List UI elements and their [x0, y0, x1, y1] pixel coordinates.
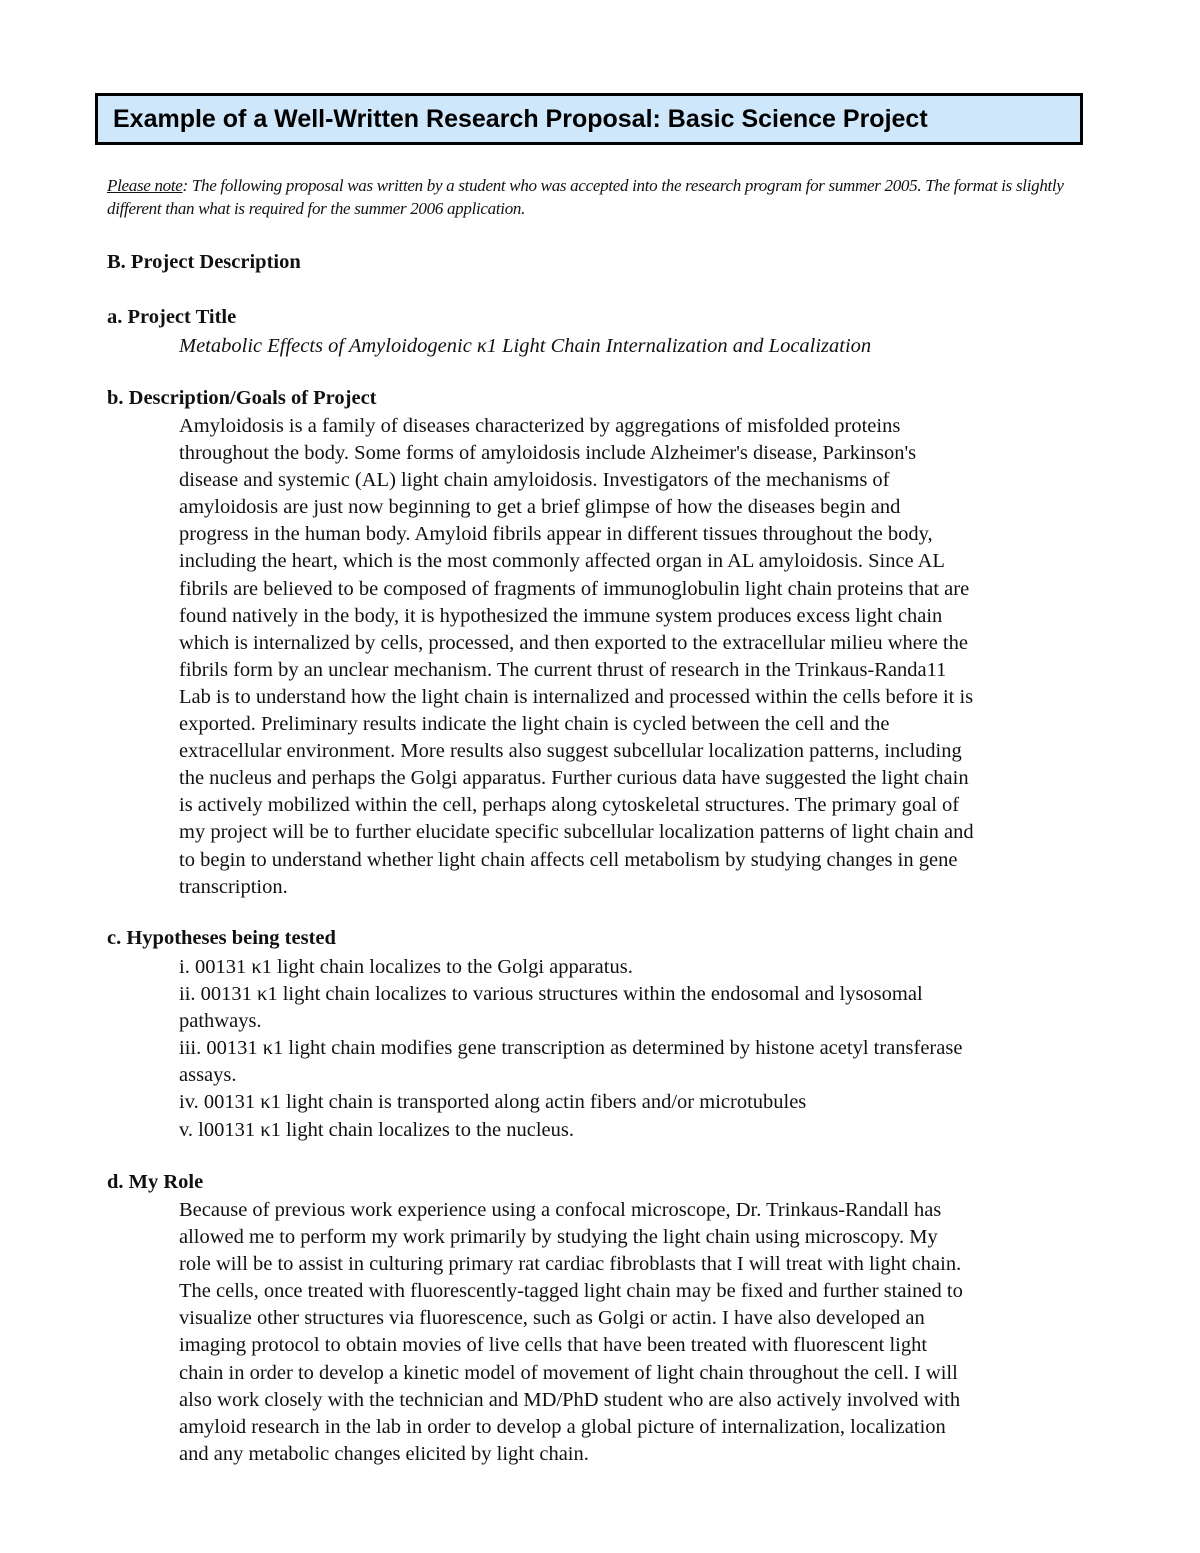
text-line: Amyloidosis is a family of diseases characterized by aggregations of misfolded proteins	[179, 415, 901, 437]
text-line: found natively in the body, it is hypothesized the immune system produces excess light chain	[179, 604, 943, 627]
text-line: disease and systemic (AL) light chain amyloidosis. Investigators of the mechanisms of	[179, 469, 890, 492]
text-line: v. l00131 κ1 light chain localizes to the nucleus.	[179, 1118, 574, 1141]
text-line: including the heart, which is the most commonly affected organ in AL amyloidosis. Since AL	[179, 550, 945, 573]
hypotheses-heading: c. Hypotheses being tested	[107, 927, 336, 949]
project-title-text: Metabolic Effects of Amyloidogenic κ1 Light Chain Internalization and Localization	[179, 335, 872, 357]
text-line: exported. Preliminary results indicate the light chain is cycled between the cell and the	[179, 713, 890, 736]
note-text: : The following proposal was written by a student who was accepted into the research program for summer 2005. The format is slightly different than what is required for the summer 2006 application.	[107, 176, 1064, 218]
project-title-heading: a. Project Title	[107, 306, 237, 328]
text-line: fibrils form by an unclear mechanism. The current thrust of research in the Trinkaus-Randa11	[179, 658, 947, 681]
text-line: to begin to understand whether light chain affects cell metabolism by studying changes in gene	[179, 848, 958, 871]
document-title: Example of a Well-Written Research Proposal: Basic Science Project	[113, 105, 928, 133]
note-paragraph	[107, 174, 1067, 220]
text-line: my project will be to further elucidate specific subcellular localization patterns of light chain and	[179, 821, 974, 844]
role-body	[179, 1197, 1104, 1468]
description-body	[179, 413, 1104, 901]
text-line: extracellular environment. More results also suggest subcellular localization patterns, including	[179, 740, 962, 763]
text-line: pathways.	[179, 1010, 262, 1033]
text-line: and any metabolic changes elicited by light chain.	[179, 1442, 589, 1465]
text-line: imaging protocol to obtain movies of live cells that have been treated with fluorescent light	[179, 1334, 928, 1357]
hypotheses-list	[179, 954, 1104, 1144]
description-heading: b. Description/Goals of Project	[107, 387, 377, 409]
text-line: which is internalized by cells, processed, and then exported to the extracellular milieu where the	[179, 631, 968, 654]
note-label: Please note	[107, 176, 183, 195]
text-line: Because of previous work experience using a confocal microscope, Dr. Trinkaus-Randall has	[179, 1199, 942, 1221]
text-line: iv. 00131 κ1 light chain is transported along actin fibers and/or microtubules	[179, 1091, 807, 1114]
text-line: allowed me to perform my work primarily by studying the light chain using microscopy. My	[179, 1226, 938, 1249]
title-box	[95, 93, 1083, 145]
text-line: The cells, once treated with fluorescently-tagged light chain may be fixed and further stained to	[179, 1280, 963, 1303]
text-line: amyloidosis are just now beginning to get a brief glimpse of how the diseases begin and	[179, 496, 901, 519]
text-line: chain in order to develop a kinetic model of movement of light chain throughout the cell. I will	[179, 1361, 958, 1384]
text-line: role will be to assist in culturing primary rat cardiac fibroblasts that I will treat with light chain.	[179, 1253, 962, 1276]
text-line: amyloid research in the lab in order to develop a global picture of internalization, localization	[179, 1415, 946, 1438]
role-heading: d. My Role	[107, 1171, 204, 1193]
text-line: is actively mobilized within the cell, perhaps along cytoskeletal structures. The primary goal of	[179, 794, 960, 817]
text-line: ii. 00131 κ1 light chain localizes to various structures within the endosomal and lysosomal	[179, 983, 923, 1006]
text-line: transcription.	[179, 875, 288, 898]
text-line: assays.	[179, 1064, 237, 1087]
text-line: visualize other structures via fluorescence, such as Golgi or actin. I have also developed an	[179, 1307, 925, 1330]
text-line: also work closely with the technician and MD/PhD student who are also actively involved with	[179, 1388, 961, 1411]
text-line: iii. 00131 κ1 light chain modifies gene transcription as determined by histone acetyl transferase	[179, 1037, 963, 1060]
section-heading: B. Project Description	[107, 251, 301, 273]
text-line: the nucleus and perhaps the Golgi apparatus. Further curious data have suggested the light chain	[179, 767, 969, 790]
text-line: Lab is to understand how the light chain is internalized and processed within the cells before it is	[179, 685, 974, 708]
text-line: throughout the body. Some forms of amyloidosis include Alzheimer's disease, Parkinson's	[179, 442, 917, 465]
text-line: progress in the human body. Amyloid fibrils appear in different tissues throughout the body,	[179, 523, 933, 546]
text-line: fibrils are believed to be composed of fragments of immunoglobulin light chain proteins that are	[179, 577, 970, 600]
text-line: i. 00131 κ1 light chain localizes to the Golgi apparatus.	[179, 956, 633, 978]
